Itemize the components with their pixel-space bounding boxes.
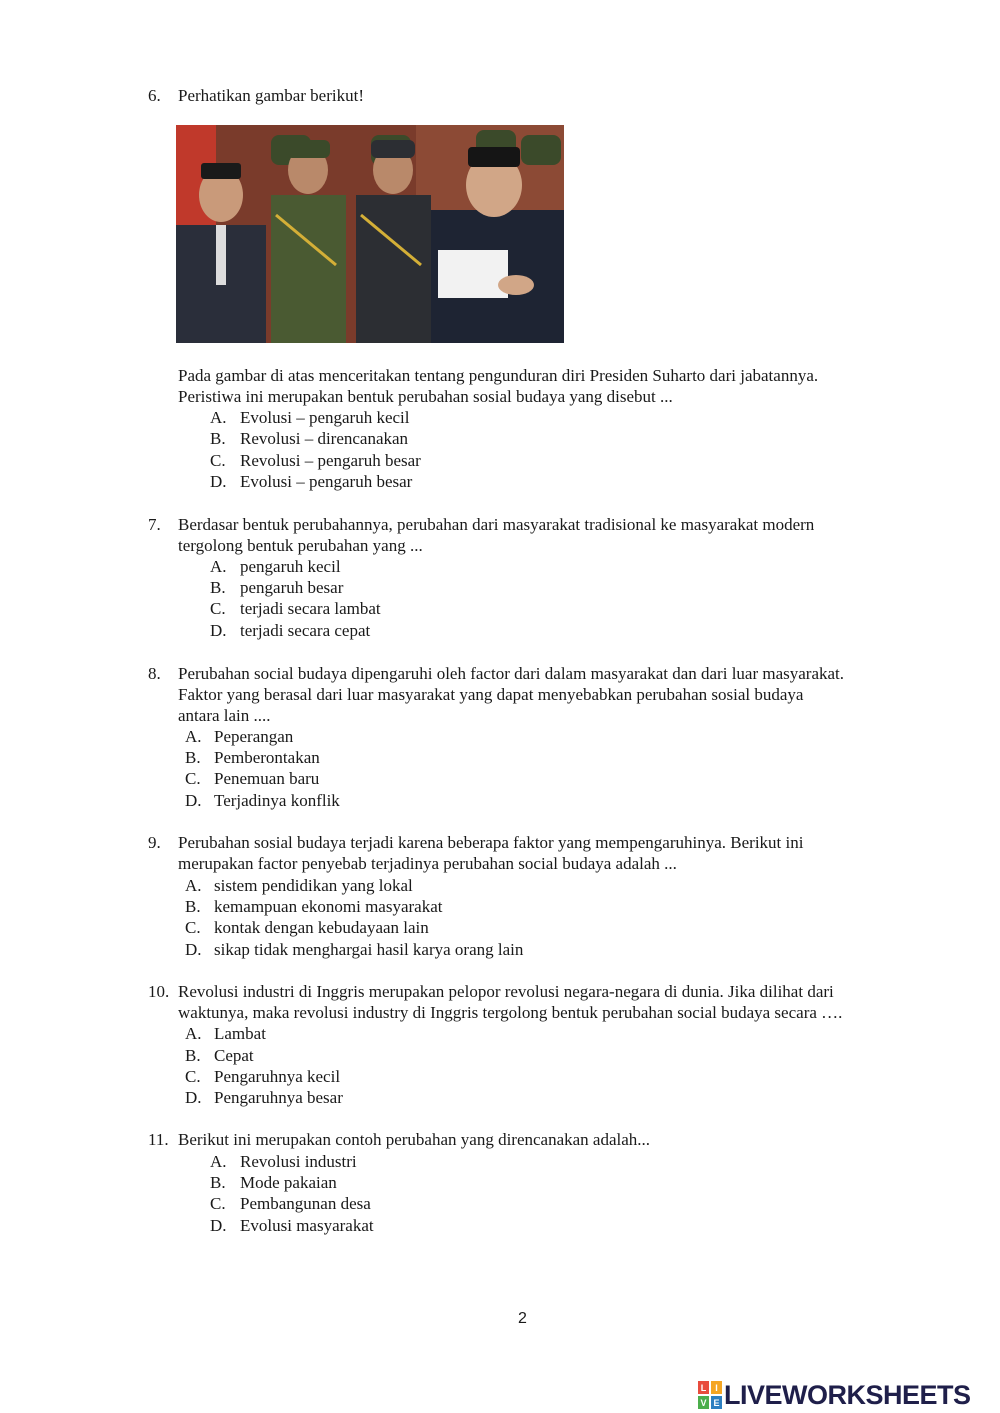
liveworksheets-logo[interactable] [698, 1380, 994, 1410]
question-9-option-a[interactable]: sistem pendidikan yang lokal [214, 876, 413, 895]
question-7-option-b-letter: B. [210, 578, 226, 597]
question-9-option-d-letter: D. [185, 940, 202, 959]
question-9-option-a-letter: A. [185, 876, 202, 895]
question-10-number: 10. [148, 982, 170, 1001]
question-6-number: 6. [148, 86, 161, 105]
question-6-option-d[interactable]: Evolusi – pengaruh besar [240, 472, 413, 491]
question-6-option-c[interactable]: Revolusi – pengaruh besar [240, 451, 421, 470]
question-9-stem-line-2: merupakan factor penyebab terjadinya perubahan social budaya adalah ... [178, 854, 677, 873]
logo-letter-l: L [700, 1383, 707, 1393]
question-11-option-a[interactable]: Revolusi industri [240, 1152, 357, 1171]
question-6-option-d-letter: D. [210, 472, 227, 491]
question-6-option-a[interactable]: Evolusi – pengaruh kecil [240, 408, 410, 427]
question-10-option-c[interactable]: Pengaruhnya kecil [214, 1067, 341, 1086]
question-7-option-d[interactable]: terjadi secara cepat [240, 621, 371, 640]
photo-illustration [176, 125, 564, 343]
question-8-option-b-letter: B. [185, 748, 201, 767]
question-7-number: 7. [148, 515, 161, 534]
question-9-option-d[interactable]: sikap tidak menghargai hasil karya orang lain [214, 940, 524, 959]
page-number: 2 [518, 1310, 527, 1327]
question-7-stem-line-2: tergolong bentuk perubahan yang ... [178, 536, 423, 555]
question-6-stem-line-1: Pada gambar di atas menceritakan tentang pengunduran diri Presiden Suharto dari jabatannya. [178, 366, 819, 385]
question-10-option-a-letter: A. [185, 1024, 202, 1043]
question-10-option-d-letter: D. [185, 1088, 202, 1107]
question-7-option-a[interactable]: pengaruh kecil [240, 557, 341, 576]
question-9-option-b[interactable]: kemampuan ekonomi masyarakat [214, 897, 443, 916]
question-6-option-c-letter: C. [210, 451, 226, 470]
logo-letter-e: E [713, 1398, 720, 1408]
question-6-prompt: Perhatikan gambar berikut! [178, 86, 364, 105]
question-7-option-c[interactable]: terjadi secara lambat [240, 599, 381, 618]
question-8-option-a[interactable]: Peperangan [214, 727, 294, 746]
question-10-option-b-letter: B. [185, 1046, 201, 1065]
question-9-option-b-letter: B. [185, 897, 201, 916]
question-8-option-d[interactable]: Terjadinya konflik [214, 791, 340, 810]
question-8-option-a-letter: A. [185, 727, 202, 746]
question-6-option-a-letter: A. [210, 408, 227, 427]
question-7-stem-line-1: Berdasar bentuk perubahannya, perubahan dari masyarakat tradisional ke masyarakat modern [178, 515, 815, 534]
question-11-option-c-letter: C. [210, 1194, 226, 1213]
question-7-option-a-letter: A. [210, 557, 227, 576]
question-8-stem-line-1: Perubahan social budaya dipengaruhi oleh factor dari dalam masyarakat dan dari luar masyarakat. [178, 664, 845, 683]
question-10-stem-line-1: Revolusi industri di Inggris merupakan pelopor revolusi negara-negara di dunia. Jika dilihat dari [178, 982, 834, 1001]
question-6-option-b[interactable]: Revolusi – direncanakan [240, 429, 409, 448]
liveworksheets-wordmark: LIVEWORKSHEETS [724, 1380, 971, 1410]
question-7-option-b[interactable]: pengaruh besar [240, 578, 344, 597]
question-6-option-b-letter: B. [210, 429, 226, 448]
question-11-option-b[interactable]: Mode pakaian [240, 1173, 337, 1192]
question-11-number: 11. [148, 1130, 169, 1149]
question-11-option-d-letter: D. [210, 1216, 227, 1235]
logo-letter-i: I [715, 1383, 718, 1393]
question-8-option-d-letter: D. [185, 791, 202, 810]
question-9-number: 9. [148, 833, 161, 852]
question-8-option-c[interactable]: Penemuan baru [214, 769, 320, 788]
question-11-option-c[interactable]: Pembangunan desa [240, 1194, 371, 1213]
question-8-stem-line-3: antara lain .... [178, 706, 271, 725]
question-10-option-b[interactable]: Cepat [214, 1046, 254, 1065]
question-10-option-c-letter: C. [185, 1067, 201, 1086]
question-9-option-c-letter: C. [185, 918, 201, 937]
question-8-stem-line-2: Faktor yang berasal dari luar masyarakat yang dapat menyebabkan perubahan sosial budaya [178, 685, 804, 704]
question-11-stem-line-1: Berikut ini merupakan contoh perubahan yang direncanakan adalah... [178, 1130, 651, 1149]
logo-letter-v: V [700, 1398, 707, 1408]
question-8-number: 8. [148, 664, 161, 683]
question-8-option-b[interactable]: Pemberontakan [214, 748, 320, 767]
question-11-option-a-letter: A. [210, 1152, 227, 1171]
question-10-stem-line-2: waktunya, maka revolusi industry di Inggris tergolong bentuk perubahan social budaya secara …. [178, 1003, 843, 1022]
question-8-option-c-letter: C. [185, 769, 201, 788]
question-10-option-a[interactable]: Lambat [214, 1024, 266, 1043]
question-11-option-d[interactable]: Evolusi masyarakat [240, 1216, 374, 1235]
suharto-resignation-photo [176, 125, 564, 343]
question-9-stem-line-1: Perubahan sosial budaya terjadi karena beberapa faktor yang mempengaruhinya. Berikut ini [178, 833, 804, 852]
question-9-option-c[interactable]: kontak dengan kebudayaan lain [214, 918, 429, 937]
question-7-option-c-letter: C. [210, 599, 226, 618]
question-10-option-d[interactable]: Pengaruhnya besar [214, 1088, 343, 1107]
question-7-option-d-letter: D. [210, 621, 227, 640]
liveworksheets-logo-icon [698, 1381, 722, 1409]
question-11-option-b-letter: B. [210, 1173, 226, 1192]
question-6-stem-line-2: Peristiwa ini merupakan bentuk perubahan sosial budaya yang disebut ... [178, 387, 673, 406]
